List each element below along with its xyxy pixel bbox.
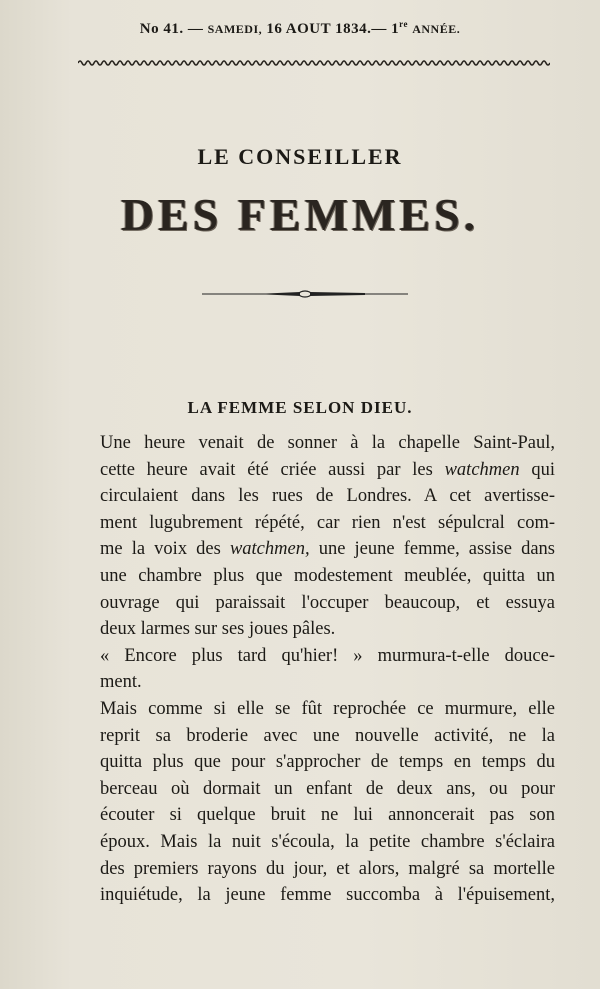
text-line: reprit sa broderie avec une nouvelle activité, ne la bbox=[100, 725, 555, 746]
text-line: ouvrage qui paraissait l'occuper beaucoup, et essuya bbox=[100, 592, 555, 613]
issue-date: 16 AOUT 1834. bbox=[266, 21, 372, 37]
ornamental-divider bbox=[200, 285, 410, 305]
text-line: « Encore plus tard qu'hier! » murmura-t-elle douce- bbox=[100, 645, 555, 666]
text-line: ment lugubrement répété, car rien n'est sépulcral com- bbox=[100, 512, 555, 533]
article-body bbox=[100, 430, 555, 909]
text-line: inquiétude, la jeune femme succomba à l'épuisement, bbox=[100, 885, 555, 906]
masthead-line1: LE CONSEILLER bbox=[197, 144, 403, 169]
text-line: époux. Mais la nuit s'écoula, la petite chambre s'éclaira bbox=[100, 831, 555, 852]
issue-year-word: ANNÉE. bbox=[412, 22, 461, 36]
wavy-rule-divider bbox=[78, 59, 550, 67]
text-line: une chambre plus que modestement meublée, quitta un bbox=[100, 565, 555, 586]
text-line: des premiers rayons du jour, et alors, malgré sa mortelle bbox=[100, 858, 555, 879]
text-line: Mais comme si elle se fût reprochée ce murmure, elle bbox=[100, 698, 555, 719]
text-line: me la voix des watchmen, une jeune femme, assise dans bbox=[100, 539, 555, 560]
text-line: quitta plus que pour s'approcher de temps en temps du bbox=[100, 752, 555, 773]
text-line: circulaient dans les rues de Londres. A cet avertisse- bbox=[100, 486, 555, 507]
issue-day: SAMEDI, bbox=[207, 22, 263, 36]
text-line: ment. bbox=[100, 672, 142, 693]
text-line: Une heure venait de sonner à la chapelle Saint-Paul, bbox=[100, 433, 555, 453]
article-title: LA FEMME SELON DIEU. bbox=[187, 398, 413, 417]
issue-year-number: 1 bbox=[391, 21, 400, 37]
masthead-line2: DES FEMMES. bbox=[120, 189, 480, 240]
issue-header: No 41. — SAMEDI, 16 AOUT 1834.— 1re ANNÉE. bbox=[139, 19, 461, 37]
issue-number: No 41. bbox=[139, 21, 184, 37]
text-line: deux larmes sur ses joues pâles. bbox=[100, 619, 336, 640]
text-line: berceau où dormait un enfant de deux ans, ou pour bbox=[100, 778, 555, 799]
text-line: écouter si quelque bruit ne lui annoncerait pas son bbox=[100, 805, 555, 826]
text-line: cette heure avait été criée aussi par les watchmen qui bbox=[100, 459, 555, 480]
